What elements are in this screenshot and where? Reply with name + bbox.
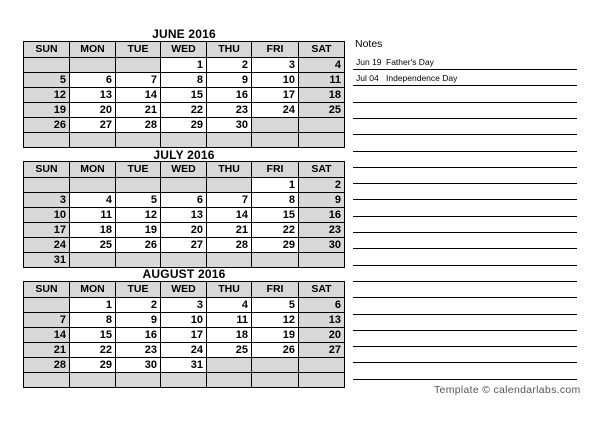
day-cell [116, 178, 161, 193]
weekday-header: THU [207, 42, 252, 58]
day-cell [70, 133, 116, 148]
weekday-header: MON [70, 282, 116, 298]
weekday-header: TUE [116, 42, 161, 58]
note-line [353, 134, 577, 135]
day-cell: 5 [252, 298, 299, 313]
day-cell: 26 [116, 238, 161, 253]
day-cell [116, 253, 161, 268]
day-cell: 7 [207, 193, 252, 208]
day-cell: 27 [299, 343, 345, 358]
day-cell [24, 58, 70, 73]
day-cell: 18 [207, 328, 252, 343]
day-cell: 11 [299, 73, 345, 88]
day-cell: 23 [207, 103, 252, 118]
day-cell [116, 58, 161, 73]
day-cell: 4 [299, 58, 345, 73]
template-credit: Template © calendarlabs.com [434, 384, 581, 396]
day-cell: 17 [252, 88, 299, 103]
day-cell [252, 358, 299, 373]
note-line [353, 346, 577, 347]
weekday-header: SUN [24, 282, 70, 298]
day-cell: 25 [70, 238, 116, 253]
weekday-header: MON [70, 162, 116, 178]
week-row [24, 193, 345, 208]
day-cell [252, 373, 299, 388]
day-cell [24, 298, 70, 313]
day-cell: 8 [161, 73, 207, 88]
day-cell: 10 [24, 208, 70, 223]
day-cell: 31 [24, 253, 70, 268]
day-cell: 7 [24, 313, 70, 328]
day-cell: 24 [24, 238, 70, 253]
day-cell [161, 133, 207, 148]
weekday-header: WED [161, 282, 207, 298]
day-cell [116, 373, 161, 388]
day-cell [116, 133, 161, 148]
day-cell: 21 [116, 103, 161, 118]
day-cell: 16 [116, 328, 161, 343]
day-cell: 11 [207, 313, 252, 328]
day-cell: 21 [24, 343, 70, 358]
day-cell: 14 [207, 208, 252, 223]
day-cell: 11 [70, 208, 116, 223]
week-row [24, 58, 345, 73]
day-cell: 20 [70, 103, 116, 118]
day-cell: 8 [70, 313, 116, 328]
weekday-header: WED [161, 162, 207, 178]
weekday-header: SUN [24, 42, 70, 58]
day-cell: 8 [252, 193, 299, 208]
day-cell: 5 [24, 73, 70, 88]
day-cell: 28 [116, 118, 161, 133]
weekday-header: FRI [252, 282, 299, 298]
week-row [24, 133, 345, 148]
calendar-table [23, 281, 345, 388]
day-cell: 6 [161, 193, 207, 208]
day-cell: 27 [70, 118, 116, 133]
day-cell: 13 [161, 208, 207, 223]
note-line [353, 248, 577, 249]
note-line [353, 85, 577, 86]
week-row [24, 328, 345, 343]
week-row [24, 313, 345, 328]
note-line [353, 199, 577, 200]
week-row [24, 253, 345, 268]
note-line [353, 167, 577, 168]
weekday-header: TUE [116, 162, 161, 178]
day-cell [70, 373, 116, 388]
day-cell: 22 [70, 343, 116, 358]
day-cell [252, 253, 299, 268]
day-cell: 4 [207, 298, 252, 313]
day-cell: 20 [161, 223, 207, 238]
day-cell [24, 373, 70, 388]
day-cell: 24 [161, 343, 207, 358]
day-cell [207, 178, 252, 193]
day-cell: 22 [252, 223, 299, 238]
day-cell: 9 [299, 193, 345, 208]
day-cell: 12 [116, 208, 161, 223]
week-row [24, 178, 345, 193]
note-line [353, 265, 577, 266]
week-row [24, 208, 345, 223]
day-cell: 31 [161, 358, 207, 373]
day-cell: 30 [299, 238, 345, 253]
week-row [24, 223, 345, 238]
week-row [24, 103, 345, 118]
day-cell: 19 [116, 223, 161, 238]
weekday-header: WED [161, 42, 207, 58]
week-row [24, 238, 345, 253]
weekday-header: TUE [116, 282, 161, 298]
weekday-header: FRI [252, 162, 299, 178]
note-event: Independence Day [386, 73, 458, 83]
day-cell: 19 [24, 103, 70, 118]
day-cell: 3 [252, 58, 299, 73]
day-cell: 17 [161, 328, 207, 343]
day-cell: 29 [70, 358, 116, 373]
day-cell: 7 [116, 73, 161, 88]
note-line [353, 232, 577, 233]
note-line [353, 297, 577, 298]
day-cell [299, 133, 345, 148]
day-cell: 30 [116, 358, 161, 373]
day-cell [161, 178, 207, 193]
day-cell: 13 [70, 88, 116, 103]
note-line [353, 183, 577, 184]
note-entry [356, 74, 457, 83]
weekday-header-row [24, 42, 345, 58]
week-row [24, 73, 345, 88]
day-cell: 14 [24, 328, 70, 343]
note-event: Father's Day [386, 57, 434, 67]
day-cell [161, 373, 207, 388]
note-line [353, 69, 577, 70]
day-cell: 22 [161, 103, 207, 118]
week-row [24, 298, 345, 313]
day-cell [299, 358, 345, 373]
day-cell [207, 133, 252, 148]
month-title-july: JULY 2016 [153, 148, 215, 162]
day-cell: 10 [161, 313, 207, 328]
day-cell: 5 [116, 193, 161, 208]
day-cell [207, 358, 252, 373]
day-cell: 14 [116, 88, 161, 103]
calendar-table [23, 41, 345, 148]
day-cell: 19 [252, 328, 299, 343]
note-line [353, 362, 577, 363]
week-row [24, 373, 345, 388]
day-cell [70, 58, 116, 73]
weekday-header: FRI [252, 42, 299, 58]
note-line [353, 281, 577, 282]
note-line [353, 118, 577, 119]
day-cell: 26 [24, 118, 70, 133]
day-cell: 27 [161, 238, 207, 253]
day-cell: 25 [207, 343, 252, 358]
day-cell: 2 [207, 58, 252, 73]
notes-title: Notes [355, 38, 383, 50]
week-row [24, 118, 345, 133]
day-cell [207, 373, 252, 388]
day-cell: 26 [252, 343, 299, 358]
note-date: Jun 19 [356, 57, 382, 67]
day-cell: 1 [252, 178, 299, 193]
day-cell: 9 [207, 73, 252, 88]
day-cell: 3 [161, 298, 207, 313]
day-cell: 2 [299, 178, 345, 193]
day-cell: 15 [70, 328, 116, 343]
day-cell: 6 [299, 298, 345, 313]
note-line [353, 151, 577, 152]
day-cell: 12 [252, 313, 299, 328]
weekday-header-row [24, 162, 345, 178]
day-cell: 17 [24, 223, 70, 238]
day-cell: 29 [252, 238, 299, 253]
weekday-header-row [24, 282, 345, 298]
note-entry [356, 58, 434, 67]
day-cell: 1 [161, 58, 207, 73]
day-cell: 23 [116, 343, 161, 358]
note-line [353, 314, 577, 315]
note-line [353, 330, 577, 331]
day-cell: 6 [70, 73, 116, 88]
day-cell [70, 178, 116, 193]
note-date: Jul 04 [356, 73, 379, 83]
day-cell [299, 373, 345, 388]
day-cell [252, 118, 299, 133]
day-cell: 1 [70, 298, 116, 313]
weekday-header: SUN [24, 162, 70, 178]
week-row [24, 88, 345, 103]
day-cell: 10 [252, 73, 299, 88]
day-cell [70, 253, 116, 268]
day-cell: 4 [70, 193, 116, 208]
week-row [24, 358, 345, 373]
day-cell [207, 253, 252, 268]
day-cell: 18 [70, 223, 116, 238]
weekday-header: THU [207, 162, 252, 178]
day-cell [299, 118, 345, 133]
day-cell: 18 [299, 88, 345, 103]
month-title-june: JUNE 2016 [152, 27, 216, 41]
week-row [24, 343, 345, 358]
day-cell: 25 [299, 103, 345, 118]
day-cell: 9 [116, 313, 161, 328]
weekday-header: SAT [299, 42, 345, 58]
day-cell [252, 133, 299, 148]
day-cell: 21 [207, 223, 252, 238]
weekday-header: SAT [299, 282, 345, 298]
day-cell: 15 [252, 208, 299, 223]
day-cell: 2 [116, 298, 161, 313]
day-cell: 13 [299, 313, 345, 328]
note-line [353, 216, 577, 217]
day-cell: 20 [299, 328, 345, 343]
day-cell [161, 253, 207, 268]
day-cell [24, 178, 70, 193]
day-cell: 12 [24, 88, 70, 103]
day-cell: 16 [299, 208, 345, 223]
month-title-august: AUGUST 2016 [142, 267, 226, 281]
weekday-header: MON [70, 42, 116, 58]
day-cell: 29 [161, 118, 207, 133]
day-cell [299, 253, 345, 268]
day-cell: 28 [207, 238, 252, 253]
note-line [353, 379, 577, 380]
day-cell: 23 [299, 223, 345, 238]
day-cell: 3 [24, 193, 70, 208]
day-cell: 15 [161, 88, 207, 103]
day-cell: 28 [24, 358, 70, 373]
day-cell: 24 [252, 103, 299, 118]
day-cell: 30 [207, 118, 252, 133]
weekday-header: THU [207, 282, 252, 298]
day-cell [24, 133, 70, 148]
day-cell: 16 [207, 88, 252, 103]
note-line [353, 102, 577, 103]
calendar-table [23, 161, 345, 268]
weekday-header: SAT [299, 162, 345, 178]
